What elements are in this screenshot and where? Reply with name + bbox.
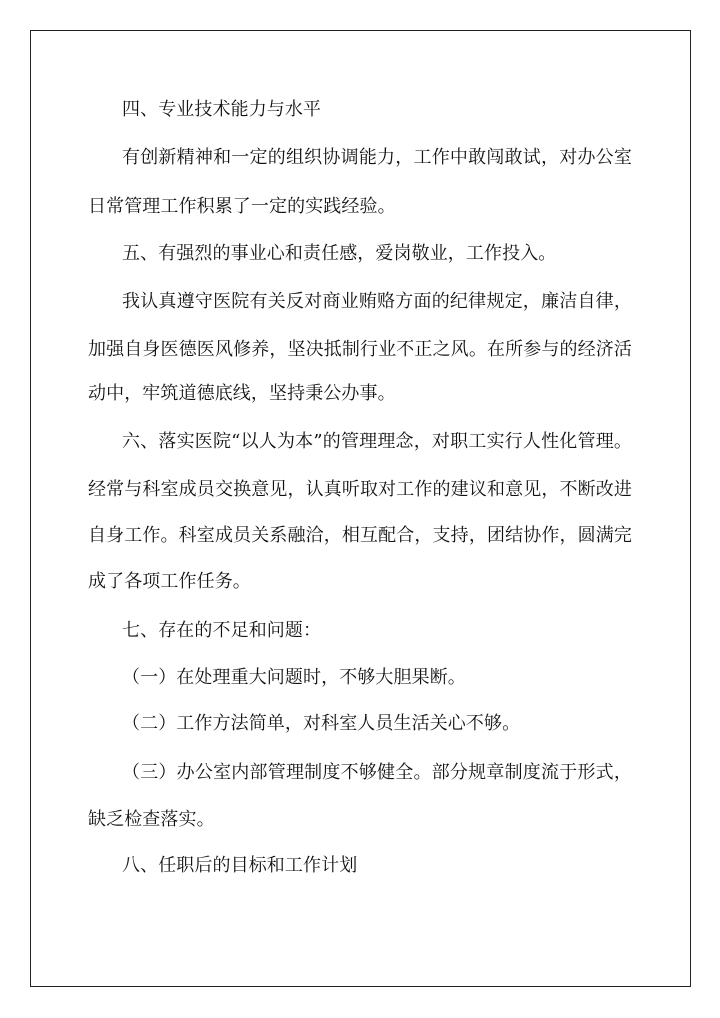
paragraph-line: 经常与科室成员交换意见，认真听取对工作的建议和意见，不断改进 xyxy=(88,479,632,500)
page-border xyxy=(30,30,691,987)
paragraph-line: 加强自身医德医风修养，坚决抵制行业不正之风。在所参与的经济活 xyxy=(88,339,632,360)
paragraph-line: 六、落实医院“以人为本”的管理理念，对职工实行人性化管理。 xyxy=(122,431,632,452)
paragraph-line: （二）工作方法简单，对科室人员生活关心不够。 xyxy=(122,713,521,734)
paragraph-line: 四、专业技术能力与水平 xyxy=(122,99,322,120)
paragraph-line: 缺乏检查落实。 xyxy=(88,809,215,830)
paragraph-line: 动中，牢筑道德底线，坚持秉公办事。 xyxy=(88,383,396,404)
paragraph-line: 日常管理工作积累了一定的实践经验。 xyxy=(88,196,396,217)
paragraph-line: 五、有强烈的事业心和责任感，爱岗敬业，工作投入。 xyxy=(122,243,557,264)
paragraph-line: 我认真遵守医院有关反对商业贿赂方面的纪律规定，廉洁自律， xyxy=(122,291,632,312)
paragraph-line: 八、任职后的目标和工作计划 xyxy=(122,855,358,876)
paragraph-line: 自身工作。科室成员关系融洽，相互配合，支持，团结协作，圆满完 xyxy=(88,525,632,546)
paragraph-line: （三）办公室内部管理制度不够健全。部分规章制度流于形式， xyxy=(122,762,632,783)
paragraph-line: （一）在处理重大问题时，不够大胆果断。 xyxy=(122,667,466,688)
paragraph-line: 成了各项工作任务。 xyxy=(88,571,251,592)
paragraph-line: 七、存在的不足和问题： xyxy=(122,620,322,641)
paragraph-line: 有创新精神和一定的组织协调能力，工作中敢闯敢试，对办公室 xyxy=(122,147,632,168)
